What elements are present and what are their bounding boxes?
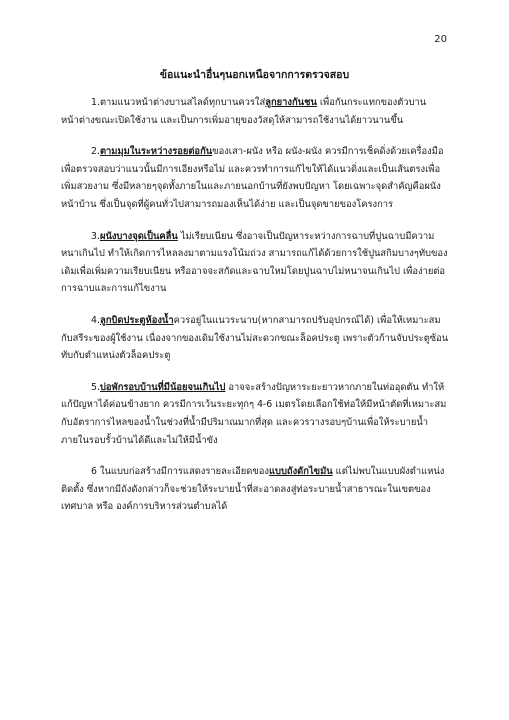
paragraph-lead: 5.: [91, 381, 100, 393]
paragraph-lead: 6 ในแบบก่อสร้างมีการแสดงรายละเอียดของ: [91, 466, 269, 478]
paragraph-lead: 1.ตามแนวหน้าต่างบานสไลด์ทุกบานควรใส่: [91, 97, 266, 108]
paragraph-emphasis: ผนังบางจุดเป็นคลื่น: [99, 230, 178, 242]
recommendation-paragraph-3: [61, 228, 451, 298]
paragraph-text: แต่ไม่พบในแบบผังตำแหน่งติดตั้ง ซึ่งหากมีถังดังกล่าวก็จะช่วยให้ระบายน้ำที่สะอาดลงสู่ท่อระบายน้ำสาธารณะในเขตของเทศบาล หรือ องค์การบริหารส่วนตำบลได้: [61, 466, 445, 513]
paragraph-emphasis: ลูกยางกันชน: [265, 97, 317, 108]
paragraph-lead: 2.: [91, 146, 100, 158]
paragraph-text: ของเสา-ผนัง หรือ ผนัง-ผนัง ควรมีการเช็คดิ่งด้วยเครื่องมือเพื่อตรวจสอบว่าแนวนั้นมีการเอียงหรือไม่ และควรทำการแก้ไขให้ได้แนวดิ่งและเป็นเส้นตรงเพื่อเพิ่มสวยงาม ซึ่งมีหลายๆจุดทั้งภายในและภายนอกบ้านที่ยังพบปัญหา โดยเฉพาะจุดสำคัญคือผนังหน้าบ้าน ซึ่งเป็นจุดที่ผู้คนทั่วไปสามารถมองเห็นได้ง่าย และเป็นจุดขายของโครงการ: [61, 146, 444, 210]
document-body: [61, 94, 451, 530]
recommendation-paragraph-6: [61, 463, 451, 516]
recommendation-paragraph-1: [61, 94, 451, 129]
paragraph-lead: 4.: [91, 314, 100, 326]
recommendation-paragraph-4: [61, 312, 451, 365]
recommendation-paragraph-5: [61, 379, 451, 449]
paragraph-text: ไม่เรียบเนียน ซึ่งอาจเป็นปัญหาระหว่างการฉาบที่ปูนฉาบมีความหนาเกินไป ทำให้เกิดการไหลลงมาตามแรงโน้มถ่วง สามารถแก้ได้ด้วยการใช้ปูนสกิมบางๆทับของเดิมเพื่อเพิ่มความเรียบเนียน หรืออาจจะสกัดและฉาบใหม่โดยปูนฉาบไม่หนาจนเกินไป เพื่อง่ายต่อการฉาบและการแก้ไขงาน: [61, 230, 448, 295]
paragraph-lead: 3.: [91, 230, 100, 242]
paragraph-emphasis: ตามมุมในระหว่างรอยต่อกัน: [99, 146, 213, 158]
paragraph-emphasis: แบบถังดักไขมัน: [268, 466, 333, 478]
section-title: ข้อแนะนำอื่นๆนอกเหนือจากการตรวจสอบ: [159, 69, 350, 81]
paragraph-text: ควรอยู่ในแนวระนาบ(หากสามารถปรับอุปกรณ์ได้) เพื่อให้เหมาะสมกับสรีระของผู้ใช้งาน เนื่องจากของเดิมใช้งานไม่สะดวกขณะล็อคประตู เพราะตัวก้านจับประตูซ้อนทับกับตำแหน่งตัวล็อคประตู: [61, 314, 449, 362]
paragraph-emphasis: ลูกบิดประตูห้องน้ำ: [99, 314, 174, 326]
paragraph-text: เพื่อกันกระแทกของตัวบานหน้าต่างขณะเปิดใช้งาน และเป็นการเพิ่มอายุของวัสดุให้สามารถใช้งานได้ยาวนานขึ้น: [61, 97, 427, 126]
recommendation-paragraph-2: [61, 143, 451, 213]
paragraph-emphasis: บ่อพักรอบบ้านที่มีน้อยจนเกินไป: [99, 381, 226, 393]
paragraph-text: อาจจะสร้างปัญหาระยะยาวหากภายในท่ออุดตัน ทำให้แก้ปัญหาได้ค่อนข้างยาก ควรมีการเว้นระยะทุกๆ 4-6 เมตรโดยเลือกใช้ท่อให้มีหน้าตัดที่เหมาะสมกับอัตราการไหลของน้ำในช่วงที่น้ำมีปริมาณมากที่สุด และควรวางรอบๆบ้านเพื่อให้ระบายน้ำภายในรอบรั้วบ้านได้ดีและไม่ให้มีน้ำขัง: [61, 381, 447, 446]
page-number: 20: [434, 34, 447, 45]
